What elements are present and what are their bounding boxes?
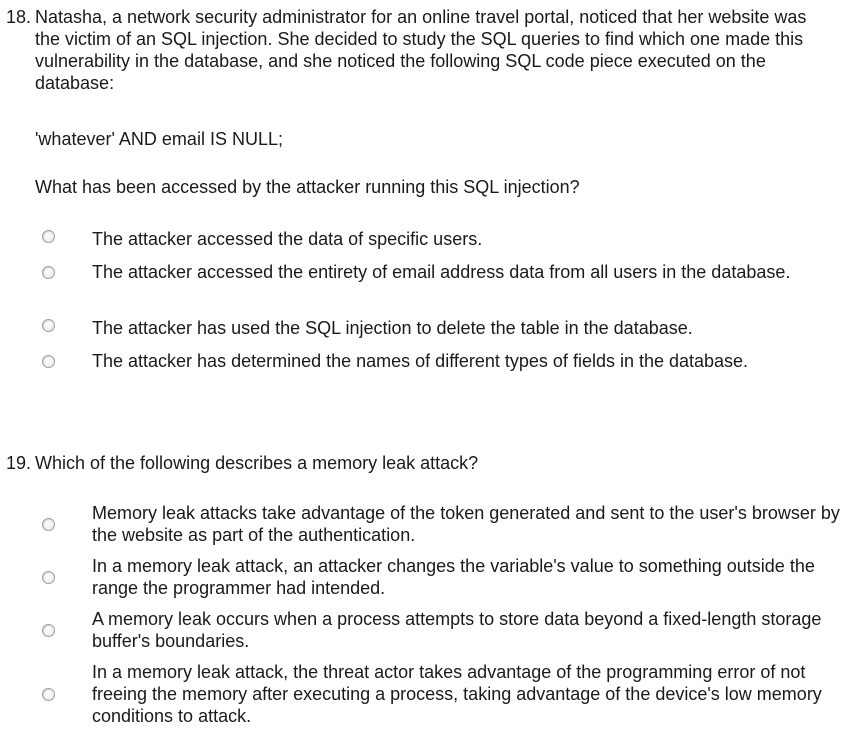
option-19b[interactable]: [40, 555, 862, 599]
question-prompt: Natasha, a network security administrator for an online travel portal, noticed that her website was the victim of an SQL injection. She decided to study the SQL queries to find which one made this vulnerability in the database, and she noticed the following SQL code piece executed on the database:: [35, 7, 807, 93]
radio-button[interactable]: [42, 518, 55, 531]
option-19d[interactable]: [40, 661, 862, 727]
option-label: The attacker accessed the entirety of email address data from all users in the database.: [92, 262, 791, 282]
radio-button[interactable]: [42, 230, 55, 243]
option-19c[interactable]: [40, 608, 862, 652]
option-label: In a memory leak attack, an attacker changes the variable's value to something outside the range the programmer had intended.: [92, 556, 815, 598]
question-number: 18.: [6, 7, 32, 27]
radio-button[interactable]: [42, 571, 55, 584]
option-18c[interactable]: [40, 317, 862, 339]
option-label: Memory leak attacks take advantage of the token generated and sent to the user's browser by the website as part of the authentication.: [92, 503, 840, 545]
question-text: What has been accessed by the attacker running this SQL injection?: [35, 177, 580, 197]
question-text: Which of the following describes a memory leak attack?: [35, 453, 479, 473]
option-label: The attacker accessed the data of specific users.: [92, 229, 483, 249]
option-18b[interactable]: [40, 261, 862, 283]
radio-button[interactable]: [42, 688, 55, 701]
option-label: The attacker has used the SQL injection to delete the table in the database.: [92, 318, 693, 338]
sql-code-snippet: 'whatever' AND email IS NULL;: [35, 129, 283, 149]
radio-button[interactable]: [42, 355, 55, 368]
radio-button[interactable]: [42, 319, 55, 332]
option-label: The attacker has determined the names of different types of fields in the database.: [92, 351, 749, 371]
radio-button[interactable]: [42, 266, 55, 279]
option-19a[interactable]: [40, 502, 862, 546]
option-18a[interactable]: [40, 228, 862, 250]
radio-button[interactable]: [42, 624, 55, 637]
option-label: A memory leak occurs when a process attempts to store data beyond a fixed-length storage buffer's boundaries.: [92, 609, 822, 651]
question-number: 19.: [6, 453, 32, 473]
option-label: In a memory leak attack, the threat actor takes advantage of the programming error of not freeing the memory after executing a process, taking advantage of the device's low memory conditions to attack.: [92, 662, 822, 726]
option-18d[interactable]: [40, 350, 862, 372]
